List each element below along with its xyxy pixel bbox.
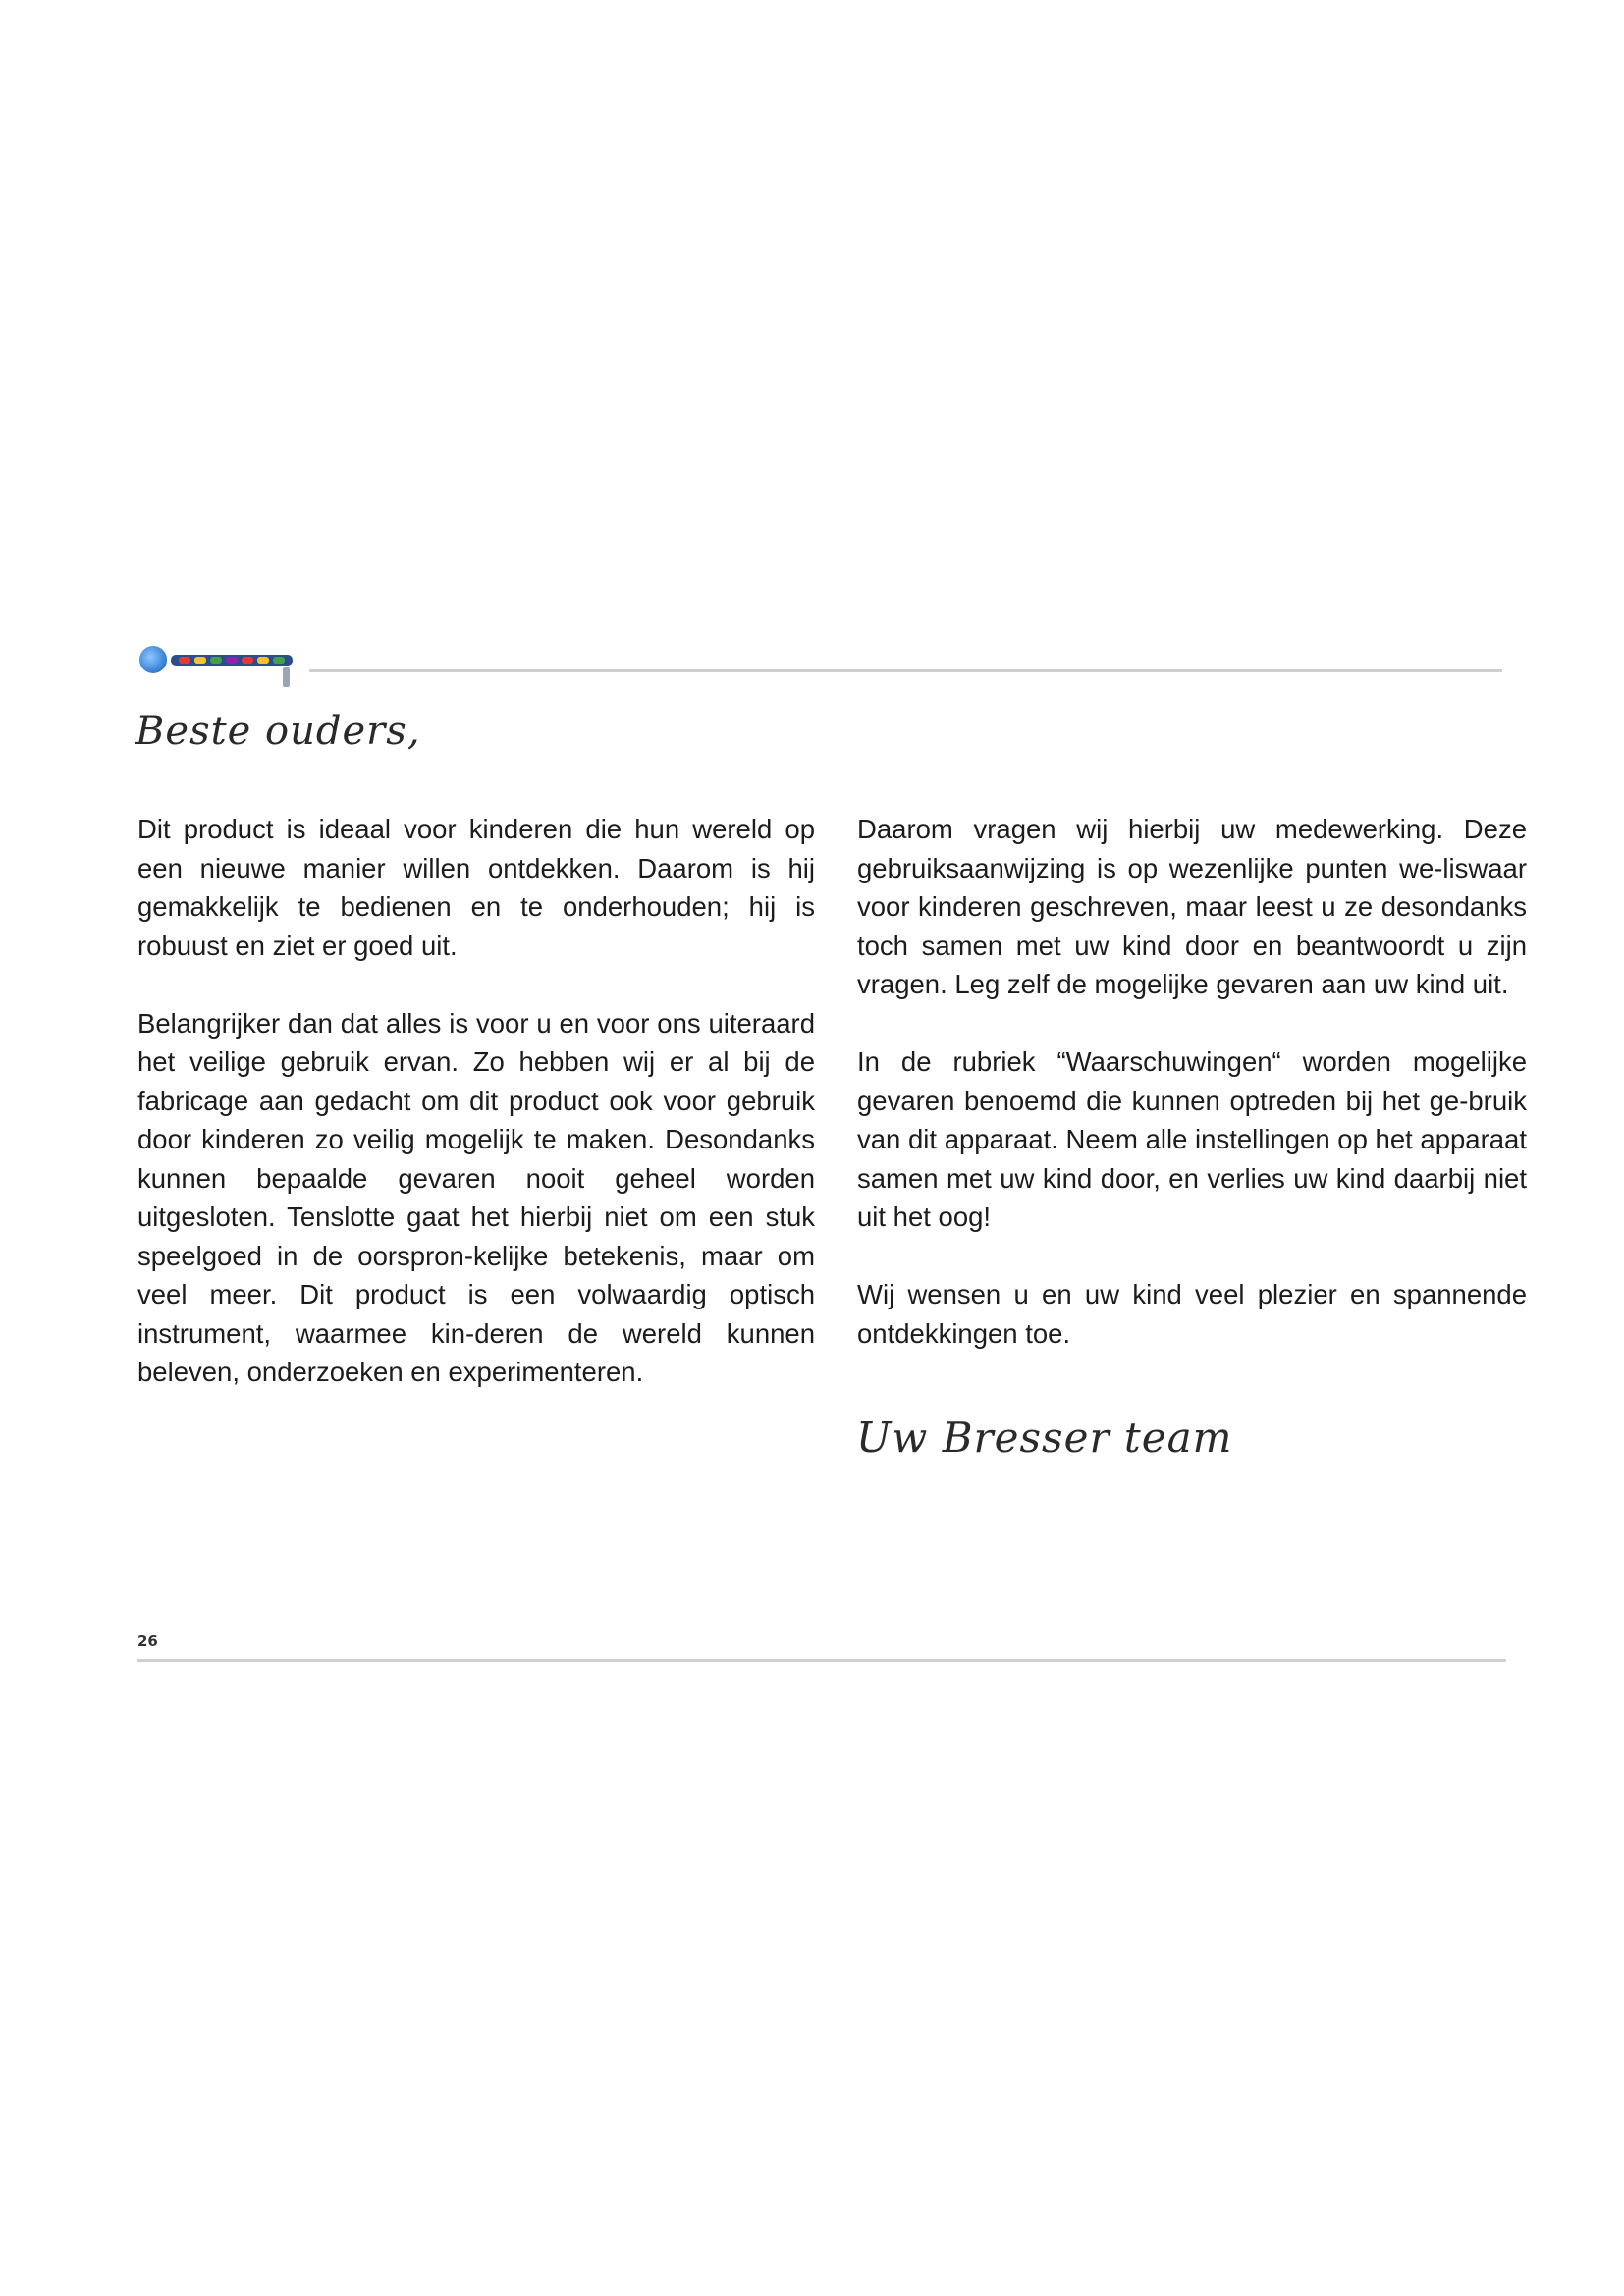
footer-divider	[137, 1659, 1506, 1662]
signature: Uw Bresser team	[856, 1414, 1233, 1462]
brand-logo-icon	[137, 638, 297, 695]
intro-paragraph: Dit product is ideaal voor kinderen die hun wereld op een nieuwe manier willen ontdekken. Daarom is hij gemakkelijk te bedienen en te onderhouden; hij is robuust en ziet er goed uit.	[137, 814, 815, 961]
safety-paragraph: Belangrijker dan dat alles is voor u en voor ons uiteraard het veilige gebruik ervan. Zo hebben wij er al bij de fabricage aan gedacht om dit product ook voor gebruik door kinderen zo veilig mogelijk te maken. Desondanks kunnen bepaalde gevaren nooit geheel worden uitgesloten. Tenslotte gaat het hierbij niet om een stuk speelgoed in de oorspron-kelijke betekenis, maar om veel meer. Dit product is een volwaardig optisch instrument, waarmee kin-deren de wereld kunnen beleven, onderzoeken en experimenteren.	[137, 1007, 815, 1387]
header-divider	[309, 669, 1502, 672]
brand-logo	[137, 638, 297, 695]
left-column	[137, 810, 815, 1392]
greeting-heading: Beste ouders,	[135, 709, 421, 754]
warnings-paragraph: In de rubriek “Waarschuwingen“ worden mogelijke gevaren benoemd die kunnen optreden bij het ge-bruik van dit apparaat. Neem alle instellingen op het apparaat samen met uw kind door, en verlies uw kind daarbij niet uit het oog!	[857, 1046, 1527, 1232]
cooperation-paragraph: Daarom vragen wij hierbij uw medewerking. Deze gebruiksaanwijzing is op wezenlijke punten we-liswaar voor kinderen geschreven, maar leest u ze desondanks toch samen met uw kind door en beantwoordt u zijn vragen. Leg zelf de mogelijke gevaren aan uw kind uit.	[857, 814, 1527, 999]
right-column	[857, 810, 1527, 1353]
page-number: 26	[137, 1632, 158, 1650]
wishes-paragraph: Wij wensen u en uw kind veel plezier en spannende ontdekkingen toe.	[857, 1279, 1527, 1349]
